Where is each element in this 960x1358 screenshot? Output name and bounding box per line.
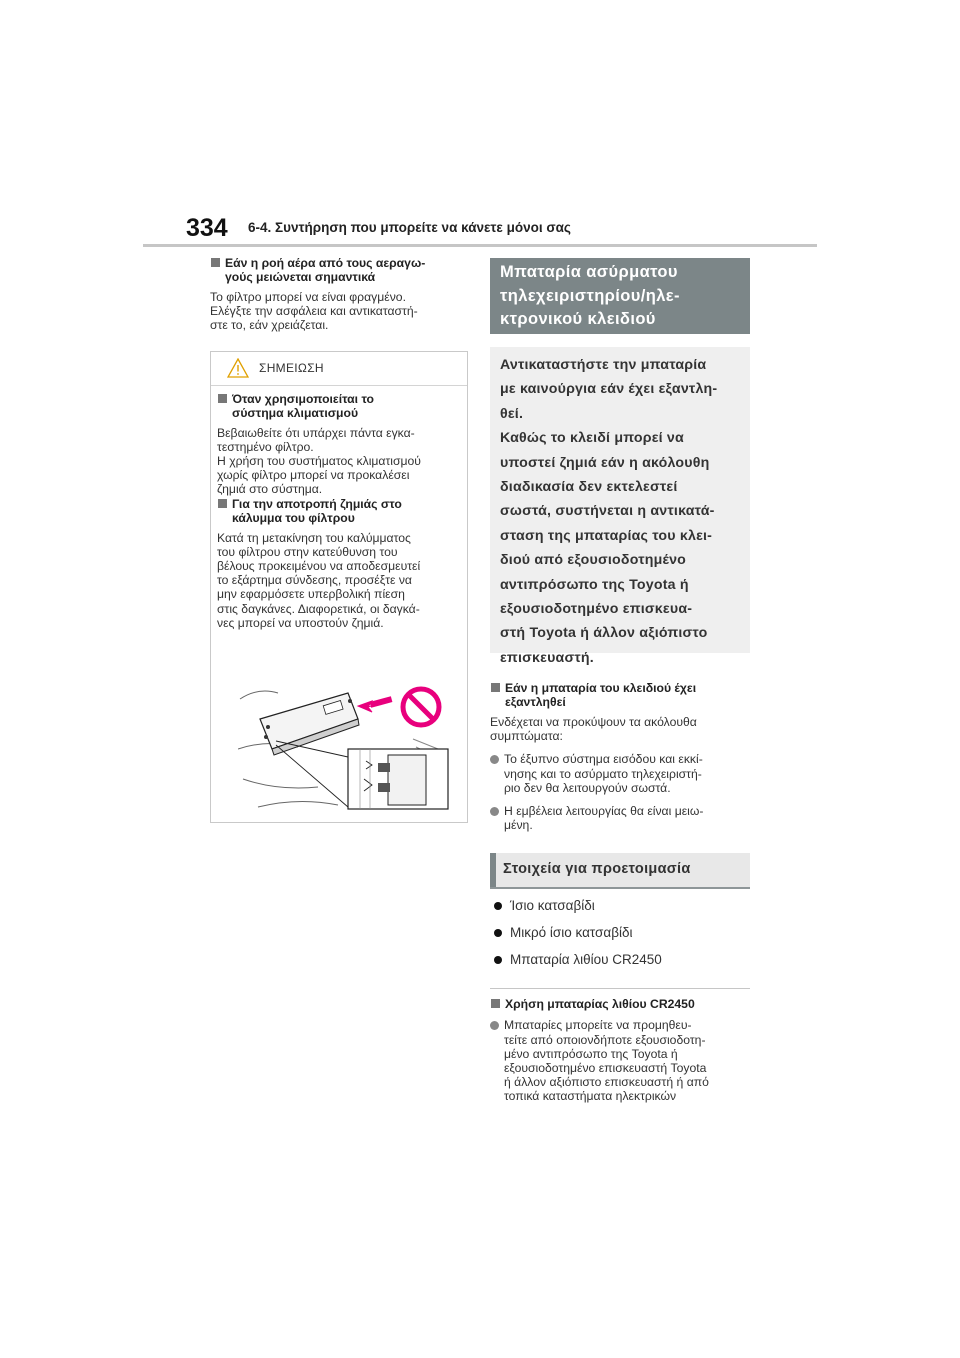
panel-line: διαδικασία δεν εκτελεστεί bbox=[500, 479, 678, 496]
airflow-heading-line: Εάν η ροή αέρα από τους αεραγω- bbox=[225, 256, 426, 270]
note-heading-line: κάλυμμα του φίλτρου bbox=[232, 510, 355, 525]
panel-line: εξουσιοδοτημένο επισκευα- bbox=[500, 601, 693, 618]
panel-line: σωστά, συστήνεται η αντικατά- bbox=[500, 503, 715, 520]
note-heading-line: Για την αποτροπή ζημιάς στο bbox=[232, 496, 402, 511]
right-column bbox=[490, 258, 750, 1104]
panel-line: με καινούργια εάν έχει εξαντλη- bbox=[500, 381, 718, 398]
section-divider bbox=[490, 988, 750, 989]
depleted-battery-heading bbox=[490, 681, 750, 709]
panel-line: επισκευαστή. bbox=[500, 649, 594, 666]
panel-line: στή Toyota ή άλλον αξιόπιστο bbox=[500, 625, 708, 642]
bullet-dot-icon bbox=[494, 929, 502, 937]
symptom-text: Το έξυπνο σύστημα εισόδου και εκκί- νησης και το ασύρματο τηλεχειριστή- ριο δεν θα λειτουργούν σωστά. bbox=[504, 752, 703, 795]
airflow-heading bbox=[210, 256, 468, 284]
depleted-heading-line: εξαντληθεί bbox=[505, 695, 566, 709]
depleted-heading-line: Εάν η μπαταρία του κλειδιού έχει bbox=[505, 681, 697, 695]
panel-line: Αντικαταστήστε την μπαταρία bbox=[500, 357, 707, 373]
banner-line: Μπαταρία ασύρματου bbox=[500, 263, 678, 281]
cr2450-body: Μπαταρίες μπορείτε να προμηθευ- τείτε από οποιονδήποτε εξουσιοδοτη- μένο αντιπρόσωπο της Toyota ή εξουσιοδοτημένο επισκευαστή Toyota ή άλλον αξιόπιστο επισκευαστή ή από τοπικά καταστήματα ηλεκτρικών bbox=[504, 1018, 709, 1104]
tool-name: Ίσιο κατσαβίδι bbox=[510, 898, 595, 914]
preparation-title: Στοιχεία για προετοιμασία bbox=[503, 861, 691, 878]
note-heading-line: σύστημα κλιματισμού bbox=[232, 405, 359, 420]
note-section-heading bbox=[217, 392, 453, 420]
symptom-list-item bbox=[490, 752, 750, 795]
tool-name: Μπαταρία λιθίου CR2450 bbox=[510, 952, 662, 968]
note-section-heading bbox=[217, 497, 453, 525]
note-box bbox=[210, 351, 468, 823]
bullet-dot-icon bbox=[494, 902, 502, 910]
panel-line: αντιπρόσωπο της Toyota ή bbox=[500, 576, 689, 593]
panel-line: υποστεί ζημιά εάν η ακόλουθη bbox=[500, 454, 710, 471]
note-section-body: Κατά τη μετακίνηση του καλύμματος του φίλτρου στην κατεύθυνση του βέλους προκειμένου να αποδεσμευτεί το εξάρτημα σύνδεσης, προσέξτε να μην εφαρμόσετε υπερβολική πίεση στις δαγκάνες. Διαφορετικά, οι δαγκά- νες μπορεί να υποστούν ζημιά. bbox=[217, 530, 421, 630]
tool-name: Μικρό ίσιο κατσαβίδι bbox=[510, 925, 633, 941]
tool-list-item bbox=[490, 897, 750, 924]
panel-line: θεί. bbox=[500, 405, 524, 422]
battery-section-banner bbox=[490, 258, 750, 334]
square-bullet-icon bbox=[491, 999, 500, 1008]
tool-list bbox=[490, 897, 750, 978]
airflow-heading-line: γούς μειώνεται σημαντικά bbox=[225, 270, 376, 284]
page-number: 334 bbox=[186, 214, 228, 242]
banner-line: κτρονικού κλειδιού bbox=[500, 310, 656, 328]
tool-list-item bbox=[490, 924, 750, 951]
preparation-heading-bar bbox=[490, 853, 750, 889]
cr2450-list-item bbox=[490, 1018, 750, 1103]
round-bullet-icon bbox=[490, 755, 499, 764]
battery-advice-panel bbox=[490, 347, 750, 666]
left-column bbox=[210, 256, 468, 823]
warning-triangle-icon bbox=[227, 358, 249, 378]
note-section-body: Βεβαιωθείτε ότι υπάρχει πάντα εγκα- τεστημένο φίλτρο. Η χρήση του συστήματος κλιματισμού χωρίς φίλτρο μπορεί να προκαλέσει ζημιά στο σύστημα. bbox=[217, 425, 421, 497]
depleted-intro: Ενδέχεται να προκύψουν τα ακόλουθα συμπτώματα: bbox=[490, 715, 697, 744]
round-bullet-icon bbox=[490, 807, 499, 816]
cr2450-heading bbox=[490, 997, 750, 1011]
square-bullet-icon bbox=[211, 258, 220, 267]
round-bullet-icon bbox=[490, 1021, 499, 1030]
note-heading-line: Όταν χρησιμοποιείται το bbox=[232, 391, 374, 406]
bullet-dot-icon bbox=[494, 956, 502, 964]
square-bullet-icon bbox=[491, 683, 500, 692]
section-header-title: 6-4. Συντήρηση που μπορείτε να κάνετε μόνοι σας bbox=[248, 220, 571, 235]
tool-list-item bbox=[490, 951, 750, 978]
banner-line: τηλεχειριστηρίου/ηλε- bbox=[500, 286, 680, 305]
symptom-list-item bbox=[490, 804, 750, 832]
panel-line: Καθώς το κλειδί μπορεί να bbox=[500, 430, 684, 447]
panel-line: διού από εξουσιοδοτημένο bbox=[500, 552, 687, 569]
airflow-body: Το φίλτρο μπορεί να είναι φραγμένο. Ελέγξτε την ασφάλεια και αντικαταστή- στε το, εάν χρειάζεται. bbox=[210, 290, 418, 333]
square-bullet-icon bbox=[218, 499, 227, 508]
note-title: ΣΗΜΕΙΩΣΗ bbox=[259, 360, 324, 375]
panel-line: σταση της μπαταρίας του κλει- bbox=[500, 527, 713, 544]
square-bullet-icon bbox=[218, 394, 227, 403]
heading-accent bbox=[490, 853, 496, 887]
symptom-text: Η εμβέλεια λειτουργίας θα είναι μειω- μένη. bbox=[504, 804, 704, 833]
cr2450-heading-text: Χρήση μπαταρίας λιθίου CR2450 bbox=[505, 997, 695, 1012]
note-header bbox=[211, 352, 467, 386]
filter-cover-illustration bbox=[238, 679, 451, 812]
header-rule bbox=[143, 244, 817, 247]
